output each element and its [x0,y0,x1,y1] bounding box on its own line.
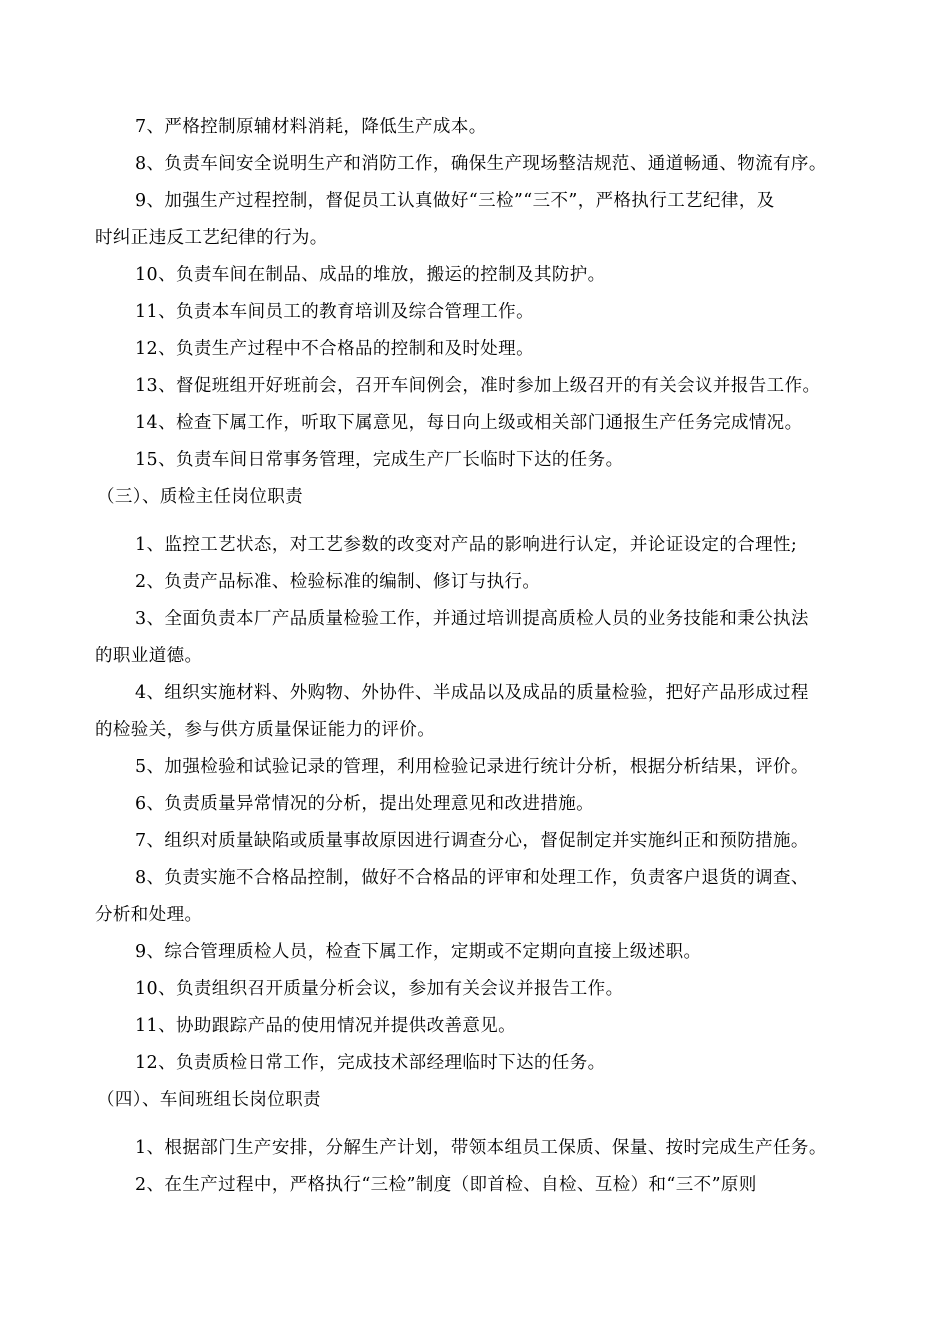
qc-item-3-continued: 的职业道德。 [95,646,203,666]
qc-item-9: 9、综合管理质检人员，检查下属工作，定期或不定期向直接上级述职。 [135,942,702,962]
qc-item-1: 1、监控工艺状态，对工艺参数的改变对产品的影响进行认定，并论证设定的合理性; [135,535,798,555]
qc-item-8: 8、负责实施不合格品控制，做好不合格品的评审和处理工作，负责客户退货的调查、 [135,868,809,888]
duty-item-13: 13、督促班组开好班前会，召开车间例会，准时参加上级召开的有关会议并报告工作。 [135,376,821,396]
qc-item-7: 7、组织对质量缺陷或质量事故原因进行调查分心，督促制定并实施纠正和预防措施。 [135,831,809,851]
team-leader-item-1: 1、根据部门生产安排，分解生产计划，带领本组员工保质、保量、按时完成生产任务。 [135,1138,827,1158]
qc-item-6: 6、负责质量异常情况的分析，提出处理意见和改进措施。 [135,794,595,814]
qc-item-8-continued: 分析和处理。 [95,905,203,925]
duty-item-15: 15、负责车间日常事务管理，完成生产厂长临时下达的任务。 [135,450,624,470]
duty-item-14: 14、检查下属工作，听取下属意见，每日向上级或相关部门通报生产任务完成情况。 [135,413,803,433]
duty-item-9-continued: 时纠正违反工艺纪律的行为。 [95,228,328,248]
qc-item-12: 12、负责质检日常工作，完成技术部经理临时下达的任务。 [135,1053,606,1073]
duty-item-11: 11、负责本车间员工的教育培训及综合管理工作。 [135,302,534,322]
qc-item-11: 11、协助跟踪产品的使用情况并提供改善意见。 [135,1016,517,1036]
team-leader-item-2: 2、在生产过程中，严格执行“三检”制度（即首检、自检、互检）和“三不”原则 [135,1175,757,1195]
qc-item-4: 4、组织实施材料、外购物、外协件、半成品以及成品的质量检验，把好产品形成过程 [135,683,809,703]
duty-item-10: 10、负责车间在制品、成品的堆放，搬运的控制及其防护。 [135,265,606,285]
duty-item-9: 9、加强生产过程控制，督促员工认真做好“三检”“三不”，严格执行工艺纪律，及 [135,191,775,211]
section-heading-quality-inspection: （三）、质检主任岗位职责 [97,487,304,507]
duty-item-8: 8、负责车间安全说明生产和消防工作，确保生产现场整洁规范、通道畅通、物流有序。 [135,154,827,174]
qc-item-3: 3、全面负责本厂产品质量检验工作，并通过培训提高质检人员的业务技能和秉公执法 [135,609,809,629]
qc-item-5: 5、加强检验和试验记录的管理，利用检验记录进行统计分析，根据分析结果，评价。 [135,757,809,777]
duty-item-7: 7、严格控制原辅材料消耗，降低生产成本。 [135,117,487,137]
qc-item-4-continued: 的检验关，参与供方质量保证能力的评价。 [95,720,436,740]
qc-item-2: 2、负责产品标准、检验标准的编制、修订与执行。 [135,572,541,592]
duty-item-12: 12、负责生产过程中不合格品的控制和及时处理。 [135,339,534,359]
section-heading-team-leader: （四）、车间班组长岗位职责 [97,1090,321,1110]
qc-item-10: 10、负责组织召开质量分析会议，参加有关会议并报告工作。 [135,979,624,999]
